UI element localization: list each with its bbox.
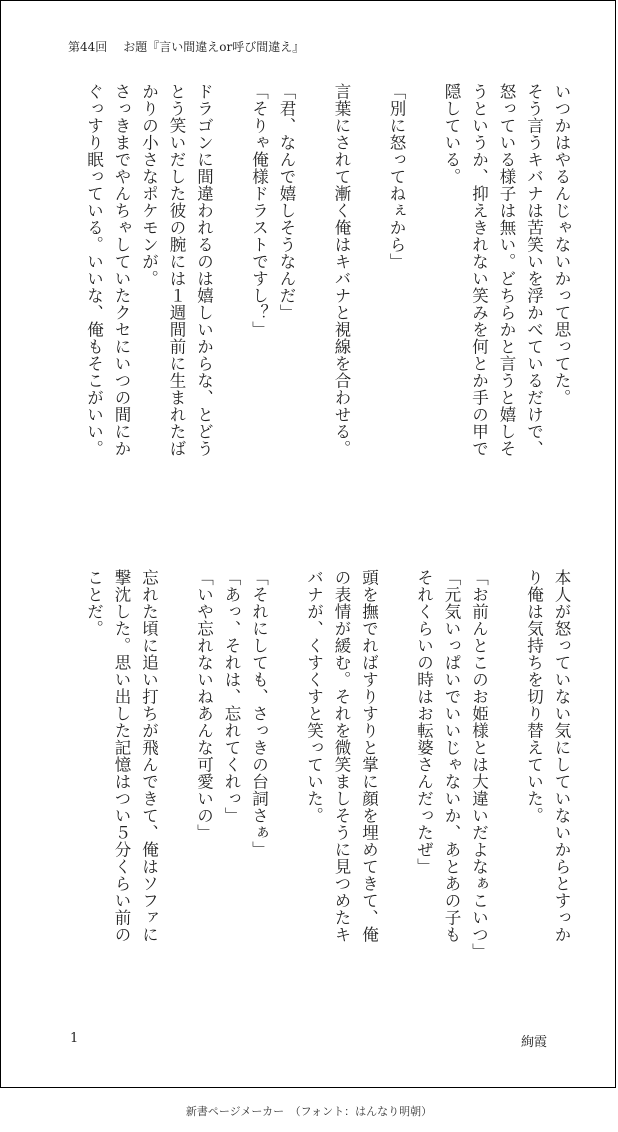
text-line: ぐっすり眠っている。いいな、俺もそこがいい。 (84, 83, 104, 457)
text-line: 「それにしても、さっきの台詞さぁ」 (249, 569, 269, 858)
page-header (68, 38, 304, 55)
text-line: 言葉にされて漸く俺はキバナと視線を合わせる。 (332, 83, 351, 457)
text-line: それくらいの時はお転婆さんだったぜ」 (414, 569, 434, 875)
author-name: 絢霞 (520, 1035, 547, 1050)
text-line: 「君、なんで嬉しそうなんだ」 (277, 83, 296, 321)
text-line: 「別に怒ってねぇから」 (387, 83, 406, 270)
text-line: 「そりゃ俺様ドラストですし？」 (249, 83, 269, 338)
page-number: 1 (70, 1031, 79, 1046)
text-line: 「お前んとこのお姫様とは大違いだよなぁこいつ」 (469, 569, 489, 960)
text-line: 本人が怒っていない気にしていないからとすっか (552, 569, 571, 943)
text-line: さっきまでやんちゃしていたクセにいつの間にか (112, 83, 131, 457)
text-line: ドラゴンに間違われるのは嬉しいからな、とどう (194, 83, 214, 457)
text-block-top (80, 83, 575, 523)
text-line: ことだ。 (84, 569, 104, 637)
text-line: 忘れた頃に追い打ちが飛んできて、俺はソファに (139, 569, 159, 943)
text-line: 頭を撫でればすりすりと掌に顔を埋めてきて、俺 (359, 569, 379, 943)
text-line (493, 569, 521, 1009)
text-line: 「元気いっぱいでいいじゃないか、あとあの子も (442, 569, 461, 943)
text-line (273, 569, 301, 1009)
text-block-bottom (80, 569, 575, 1009)
text-line: うというか、抑えきれない笑みを何とか手の甲で (469, 83, 489, 457)
text-line: 「いや忘れないねあんな可愛いの」 (194, 569, 214, 841)
text-line: 撃沈した。思い出した記憶はつい５分くらい前の (112, 569, 131, 943)
text-line (218, 83, 246, 523)
text-line: かりの小さなポケモンが。 (139, 83, 159, 287)
text-line (355, 83, 383, 523)
episode-number: 第44回 (68, 40, 108, 54)
text-line (300, 83, 328, 523)
footer-credit: 新書ページメーカー （フォント：はんなり明朝） (185, 1105, 433, 1118)
text-line: の表情が緩む。それを微笑ましそうに見つめたキ (332, 569, 351, 943)
text-line: り俺は気持ちを切り替えていた。 (524, 569, 544, 824)
text-line: とう笑いだした彼の腕には１週間前に生まれたば (167, 83, 186, 457)
text-line: バナが、くすくすと笑っていた。 (304, 569, 324, 824)
text-line (383, 569, 411, 1009)
text-line: いつかはやるんじゃないかって思ってた。 (552, 83, 571, 406)
text-line (163, 569, 191, 1009)
prompt-theme: お題『言い間違えor呼び間違え』 (123, 40, 305, 54)
text-line: 隠している。 (442, 83, 461, 185)
text-line: 怒っている様子は無い。どちらかと言うと嬉しそ (497, 83, 516, 457)
text-line: そう言うキバナは苦笑いを浮かべているだけで、 (524, 83, 544, 457)
text-line: 「あっ、それは、忘れてくれっ」 (222, 569, 241, 824)
text-line (410, 83, 438, 523)
